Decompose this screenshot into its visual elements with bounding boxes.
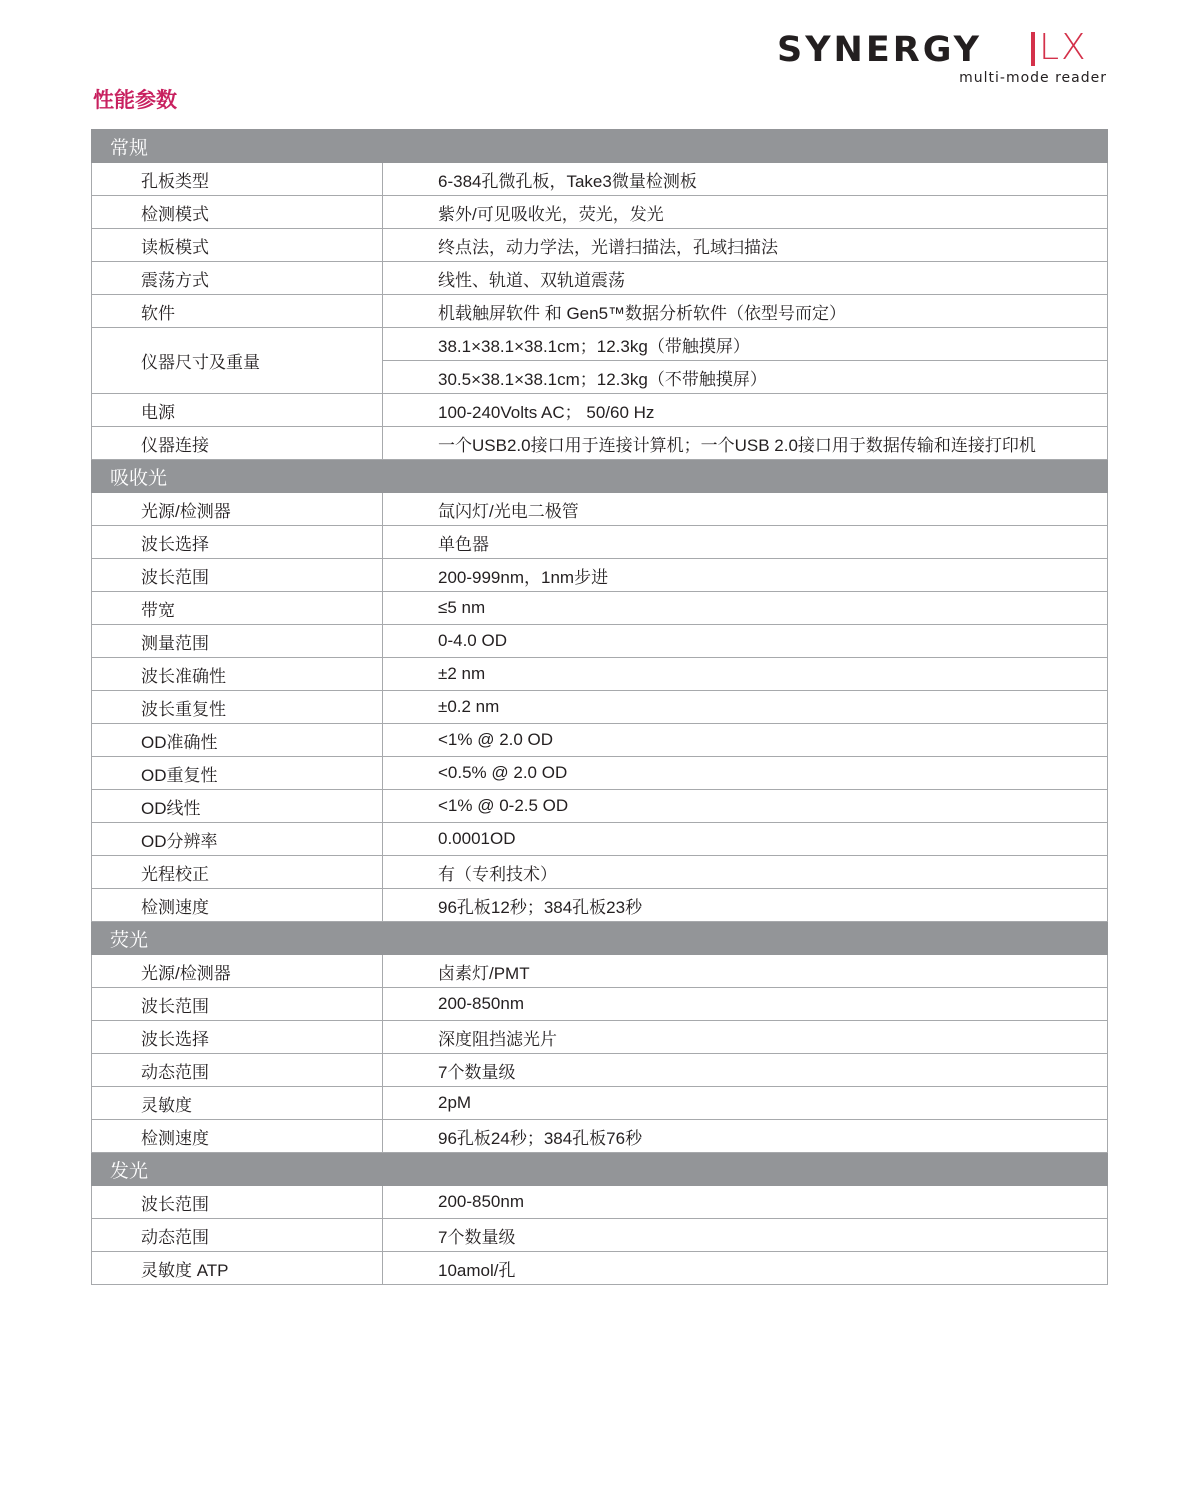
synergy-lx-logo <box>777 28 1107 88</box>
spec-label: 波长重复性 <box>92 691 383 724</box>
spec-value: 200-999nm，1nm步进 <box>383 559 1108 592</box>
spec-row <box>92 1252 1108 1285</box>
spec-row <box>92 394 1108 427</box>
spec-label: 带宽 <box>92 592 383 625</box>
spec-label: 检测速度 <box>92 889 383 922</box>
spec-row <box>92 724 1108 757</box>
spec-label: 读板模式 <box>92 229 383 262</box>
section-header <box>92 130 1108 163</box>
spec-value: 深度阻挡滤光片 <box>383 1021 1108 1054</box>
section-title: 荧光 <box>92 922 1108 955</box>
spec-value: 终点法，动力学法，光谱扫描法，孔域扫描法 <box>383 229 1108 262</box>
spec-value: 30.5×38.1×38.1cm；12.3kg（不带触摸屏） <box>383 361 1108 394</box>
spec-label: 光源/检测器 <box>92 493 383 526</box>
spec-label: 仪器尺寸及重量 <box>92 328 383 394</box>
spec-label: 光程校正 <box>92 856 383 889</box>
spec-row <box>92 328 1108 361</box>
spec-row <box>92 889 1108 922</box>
spec-label: 灵敏度 <box>92 1087 383 1120</box>
spec-value: 7个数量级 <box>383 1054 1108 1087</box>
spec-value: 单色器 <box>383 526 1108 559</box>
spec-row <box>92 1087 1108 1120</box>
spec-value: 7个数量级 <box>383 1219 1108 1252</box>
spec-row <box>92 163 1108 196</box>
section-header <box>92 922 1108 955</box>
spec-label: 波长范围 <box>92 559 383 592</box>
spec-label: 检测速度 <box>92 1120 383 1153</box>
section-header <box>92 460 1108 493</box>
spec-label: 动态范围 <box>92 1219 383 1252</box>
spec-row <box>92 988 1108 1021</box>
spec-label: 电源 <box>92 394 383 427</box>
spec-row <box>92 856 1108 889</box>
spec-label: 孔板类型 <box>92 163 383 196</box>
spec-row <box>92 1054 1108 1087</box>
spec-row <box>92 1186 1108 1219</box>
spec-row <box>92 1219 1108 1252</box>
spec-label: 软件 <box>92 295 383 328</box>
page-title: 性能参数 <box>93 89 177 112</box>
spec-label: 波长范围 <box>92 1186 383 1219</box>
spec-value: 机载触屏软件 和 Gen5™数据分析软件（依型号而定） <box>383 295 1108 328</box>
spec-label: 检测模式 <box>92 196 383 229</box>
spec-label: OD重复性 <box>92 757 383 790</box>
spec-value: ±2 nm <box>383 658 1108 691</box>
logo-tagline: multi-mode reader <box>959 70 1107 86</box>
spec-value: 紫外/可见吸收光，荧光，发光 <box>383 196 1108 229</box>
spec-row <box>92 526 1108 559</box>
spec-value: 6-384孔微孔板，Take3微量检测板 <box>383 163 1108 196</box>
spec-label: 波长选择 <box>92 1021 383 1054</box>
spec-value: 100-240Volts AC； 50/60 Hz <box>383 394 1108 427</box>
spec-label: 灵敏度 ATP <box>92 1252 383 1285</box>
spec-value: <1% @ 0-2.5 OD <box>383 790 1108 823</box>
spec-row <box>92 592 1108 625</box>
spec-label: 波长选择 <box>92 526 383 559</box>
logo-model: LX <box>1039 27 1088 68</box>
spec-label: 波长准确性 <box>92 658 383 691</box>
spec-value: 10amol/孔 <box>383 1252 1108 1285</box>
spec-value: ±0.2 nm <box>383 691 1108 724</box>
spec-value: 0.0001OD <box>383 823 1108 856</box>
spec-row <box>92 295 1108 328</box>
spec-row <box>92 691 1108 724</box>
spec-row <box>92 625 1108 658</box>
logo-divider <box>1031 32 1035 66</box>
spec-value: 线性、轨道、双轨道震荡 <box>383 262 1108 295</box>
spec-label: 仪器连接 <box>92 427 383 460</box>
logo-brand: SYNERGY <box>777 30 983 70</box>
spec-label: 波长范围 <box>92 988 383 1021</box>
spec-label: OD分辨率 <box>92 823 383 856</box>
spec-row <box>92 229 1108 262</box>
spec-row <box>92 658 1108 691</box>
spec-row <box>92 790 1108 823</box>
spec-row <box>92 262 1108 295</box>
spec-value: 氙闪灯/光电二极管 <box>383 493 1108 526</box>
spec-row <box>92 427 1108 460</box>
spec-label: 光源/检测器 <box>92 955 383 988</box>
spec-value: <0.5% @ 2.0 OD <box>383 757 1108 790</box>
spec-value: 一个USB2.0接口用于连接计算机；一个USB 2.0接口用于数据传输和连接打印机 <box>383 427 1108 460</box>
spec-value: ≤5 nm <box>383 592 1108 625</box>
spec-row <box>92 823 1108 856</box>
spec-row <box>92 559 1108 592</box>
spec-label: 震荡方式 <box>92 262 383 295</box>
spec-row <box>92 955 1108 988</box>
spec-label: 测量范围 <box>92 625 383 658</box>
spec-value: 0-4.0 OD <box>383 625 1108 658</box>
spec-table <box>91 129 1108 1285</box>
spec-row <box>92 493 1108 526</box>
section-header <box>92 1153 1108 1186</box>
spec-label: 动态范围 <box>92 1054 383 1087</box>
spec-row <box>92 196 1108 229</box>
spec-value: <1% @ 2.0 OD <box>383 724 1108 757</box>
section-title: 发光 <box>92 1153 1108 1186</box>
spec-value: 96孔板24秒；384孔板76秒 <box>383 1120 1108 1153</box>
spec-value: 96孔板12秒；384孔板23秒 <box>383 889 1108 922</box>
spec-label: OD准确性 <box>92 724 383 757</box>
spec-value: 有（专利技术） <box>383 856 1108 889</box>
spec-value: 38.1×38.1×38.1cm；12.3kg（带触摸屏） <box>383 328 1108 361</box>
section-title: 常规 <box>92 130 1108 163</box>
spec-value: 200-850nm <box>383 988 1108 1021</box>
spec-value: 2pM <box>383 1087 1108 1120</box>
section-title: 吸收光 <box>92 460 1108 493</box>
spec-row <box>92 1120 1108 1153</box>
spec-label: OD线性 <box>92 790 383 823</box>
spec-row <box>92 1021 1108 1054</box>
spec-row <box>92 757 1108 790</box>
spec-value: 200-850nm <box>383 1186 1108 1219</box>
spec-value: 卤素灯/PMT <box>383 955 1108 988</box>
